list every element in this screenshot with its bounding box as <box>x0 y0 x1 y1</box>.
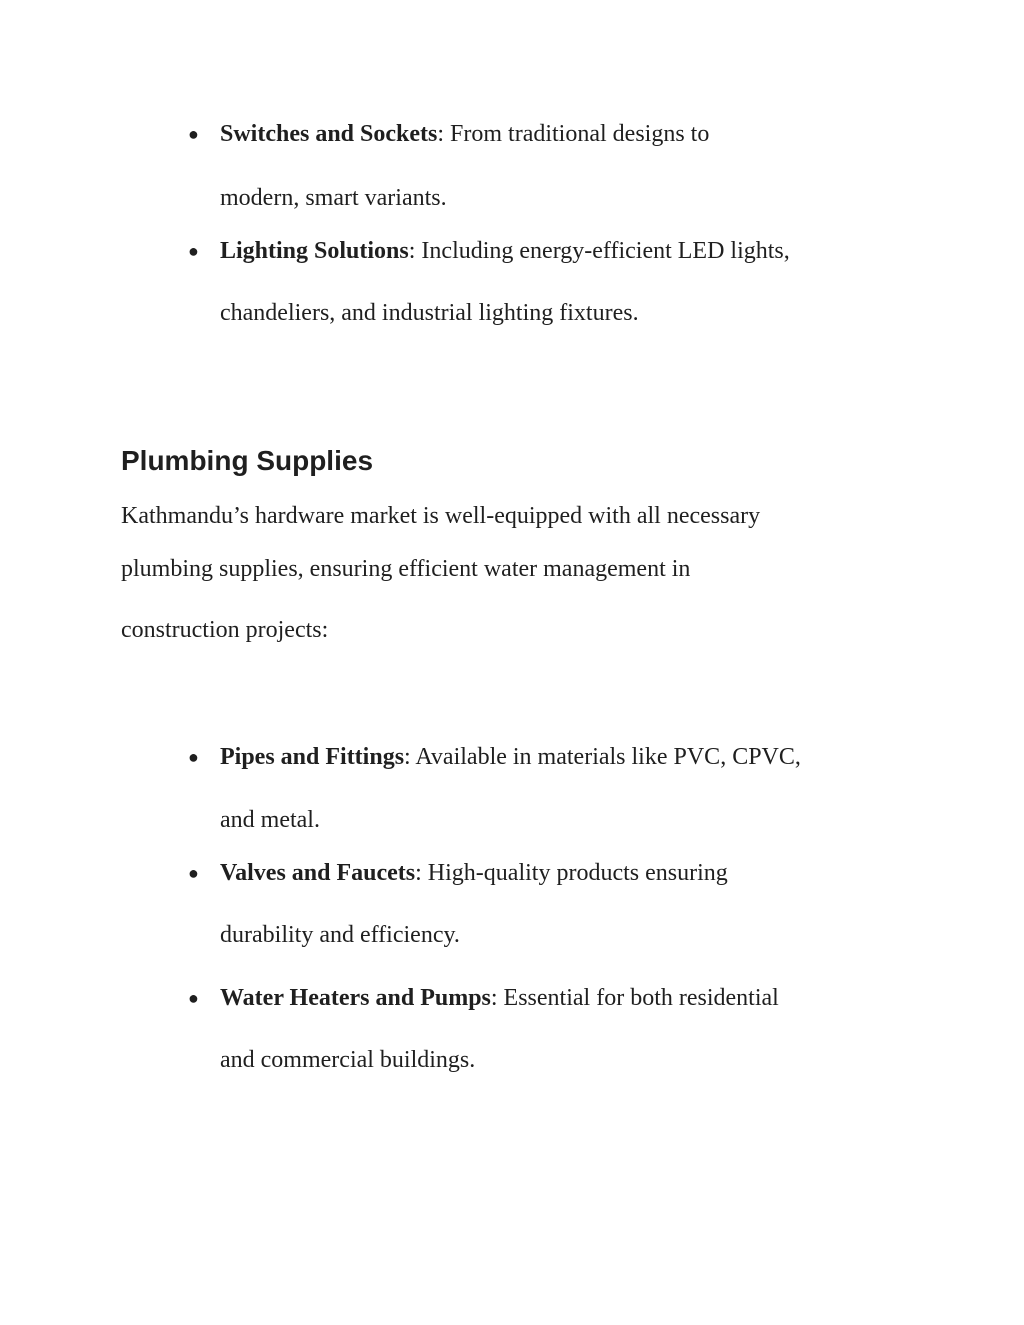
list-item-description: : From traditional designs to <box>437 121 710 147</box>
list-item-continuation: and metal. <box>220 807 320 833</box>
paragraph-line: plumbing supplies, ensuring efficient water management in <box>121 556 691 582</box>
list-item-continuation: modern, smart variants. <box>220 185 447 211</box>
bullet-icon: ● <box>188 863 199 883</box>
paragraph-line: Kathmandu’s hardware market is well-equipped with all necessary <box>121 503 761 529</box>
list-item-first-line <box>220 235 790 267</box>
bullet-icon: ● <box>188 988 199 1008</box>
list-item-description: : Including energy-efficient LED lights, <box>408 238 790 264</box>
list-item-description: : Essential for both residential <box>490 985 779 1011</box>
bullet-icon: ● <box>188 124 199 144</box>
list-item-continuation: chandeliers, and industrial lighting fixtures. <box>220 300 639 326</box>
list-item-continuation: durability and efficiency. <box>220 922 460 948</box>
bullet-icon: ● <box>188 747 199 767</box>
paragraph-line: construction projects: <box>121 617 329 643</box>
list-item-continuation: and commercial buildings. <box>220 1047 476 1073</box>
bullet-icon: ● <box>188 241 199 261</box>
list-item-description: : Available in materials like PVC, CPVC, <box>404 744 801 770</box>
list-item-first-line <box>220 857 728 889</box>
list-item-first-line <box>220 982 779 1014</box>
list-item-first-line <box>220 741 801 773</box>
list-item-term: Lighting Solutions <box>220 238 409 264</box>
list-item-term: Water Heaters and Pumps <box>220 985 491 1011</box>
list-item-term: Pipes and Fittings <box>220 744 405 770</box>
list-item-term: Valves and Faucets <box>220 860 416 886</box>
list-item-description: : High-quality products ensuring <box>415 860 728 886</box>
section-heading: Plumbing Supplies <box>121 445 374 476</box>
list-item-first-line <box>220 118 709 150</box>
list-item-term: Switches and Sockets <box>220 121 438 147</box>
